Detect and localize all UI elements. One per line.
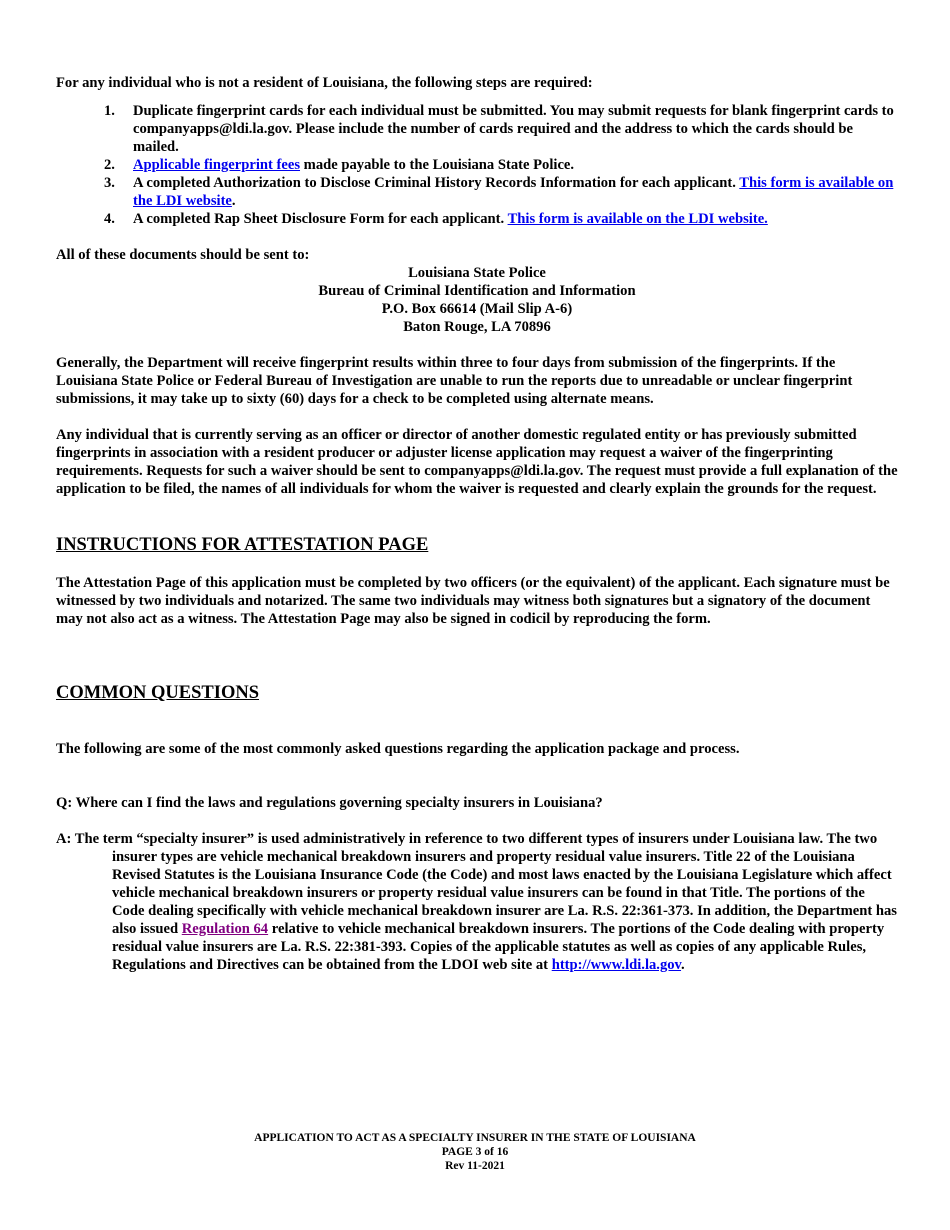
question-text: Q: Where can I find the laws and regulations governing specialty insurers in Louisiana?	[56, 795, 603, 811]
list-item	[56, 102, 898, 156]
common-questions-intro: The following are some of the most commonly asked questions regarding the application package and process.	[56, 741, 740, 757]
address-line: Bureau of Criminal Identification and Information	[318, 283, 636, 299]
step-number: 3.	[104, 175, 115, 191]
nonresident-intro: For any individual who is not a resident of Louisiana, the following steps are required:	[56, 75, 593, 91]
step-number: 2.	[104, 157, 115, 173]
regulation-64-link[interactable]: Regulation 64	[181, 921, 269, 937]
list-item	[56, 156, 898, 174]
step-number: 4.	[104, 211, 115, 227]
send-to-label: All of these documents should be sent to:	[56, 247, 310, 263]
address-line: Baton Rouge, LA 70896	[403, 319, 551, 335]
answer-paragraph	[56, 830, 898, 974]
waiver-paragraph: Any individual that is currently serving as an officer or director of another domestic regulated entity or has previously submitted fingerprints in association with a resident producer or adjuster license application may request a waiver of the fingerprinting requirements. Requests for such a waiver should be sent to companyapps@ldi.la.gov. The request must provide a full explanation of the application to be filed, the names of all individuals for whom the waiver is requested and clearly explain the grounds for the request.	[56, 427, 898, 497]
common-questions-heading: COMMON QUESTIONS	[56, 683, 260, 703]
results-paragraph: Generally, the Department will receive fingerprint results within three to four days from submission of the fingerprints. If the Louisiana State Police or Federal Bureau of Investigation are unable to run the reports due to unreadable or unclear fingerprint submissions, it may take up to sixty (60) days for a check to be completed using alternate means.	[56, 355, 853, 407]
list-item	[56, 210, 898, 228]
answer-text: A: The term “specialty insurer” is used administratively in reference to two different types of insurers under Louisiana law. The two insurer types are vehicle mechanical breakdown insurers and property residual value insurers. Title 22 of the Louisiana Revised Statutes is the Louisiana Insurance Code (the Code) and most laws enacted by the Louisiana Legislature which affect vehicle mechanical breakdown insurers or property residual value insurers can be found in that Title. The portions of the Code dealing specifically with vehicle mechanical breakdown insurer are La. R.S. 22:361-373. In addition, the Department has also issued	[56, 831, 897, 937]
step-text-end: .	[231, 193, 236, 209]
answer-text-end: .	[681, 957, 685, 973]
answer-text-continued: relative to vehicle mechanical breakdown insurers. The portions of the Code dealing with property residual value insurers are La. R.S. 22:381-393. Copies of the applicable statutes as well as copies of any applicable Rules, Regulations and Directives can be obtained from the LDOI web site at	[112, 921, 885, 973]
footer-page-number: PAGE 3 of 16	[441, 1146, 509, 1158]
page-content	[56, 74, 898, 974]
ldi-website-link[interactable]: http://www.ldi.la.gov	[551, 957, 682, 973]
attestation-paragraph: The Attestation Page of this application must be completed by two officers (or the equivalent) of the applicant. Each signature must be witnessed by two individuals and notarized. The same two individuals may witness both signatures but a signatory of the document may not also act as a witness. The Attestation Page may also be signed in codicil by reproducing the form.	[56, 575, 890, 627]
nonresident-steps-list	[56, 102, 898, 228]
step-text: Duplicate fingerprint cards for each individual must be submitted. You may submit requests for blank fingerprint cards to companyapps@ldi.la.gov. Please include the number of cards required and the address to which the cards should be mailed.	[133, 103, 894, 155]
list-item	[56, 174, 898, 210]
step-number: 1.	[104, 103, 115, 119]
footer-revision: Rev 11-2021	[445, 1160, 505, 1172]
footer-title: APPLICATION TO ACT AS A SPECIALTY INSURER IN THE STATE OF LOUISIANA	[254, 1132, 696, 1144]
address-line: P.O. Box 66614 (Mail Slip A-6)	[381, 301, 573, 317]
page-footer	[0, 1131, 950, 1173]
rap-sheet-form-link[interactable]: This form is available on the LDI website.	[507, 211, 768, 227]
fingerprint-fees-link[interactable]: Applicable fingerprint fees	[133, 157, 301, 173]
step-text: A completed Authorization to Disclose Criminal History Records Information for each applicant.	[133, 175, 740, 191]
address-line: Louisiana State Police	[408, 265, 546, 281]
attestation-heading: INSTRUCTIONS FOR ATTESTATION PAGE	[56, 535, 429, 555]
step-text: A completed Rap Sheet Disclosure Form for each applicant.	[133, 211, 508, 227]
step-text: made payable to the Louisiana State Police.	[300, 157, 575, 173]
authorization-form-link[interactable]: This form is available on the LDI website	[133, 175, 894, 209]
mailing-address	[56, 264, 898, 336]
